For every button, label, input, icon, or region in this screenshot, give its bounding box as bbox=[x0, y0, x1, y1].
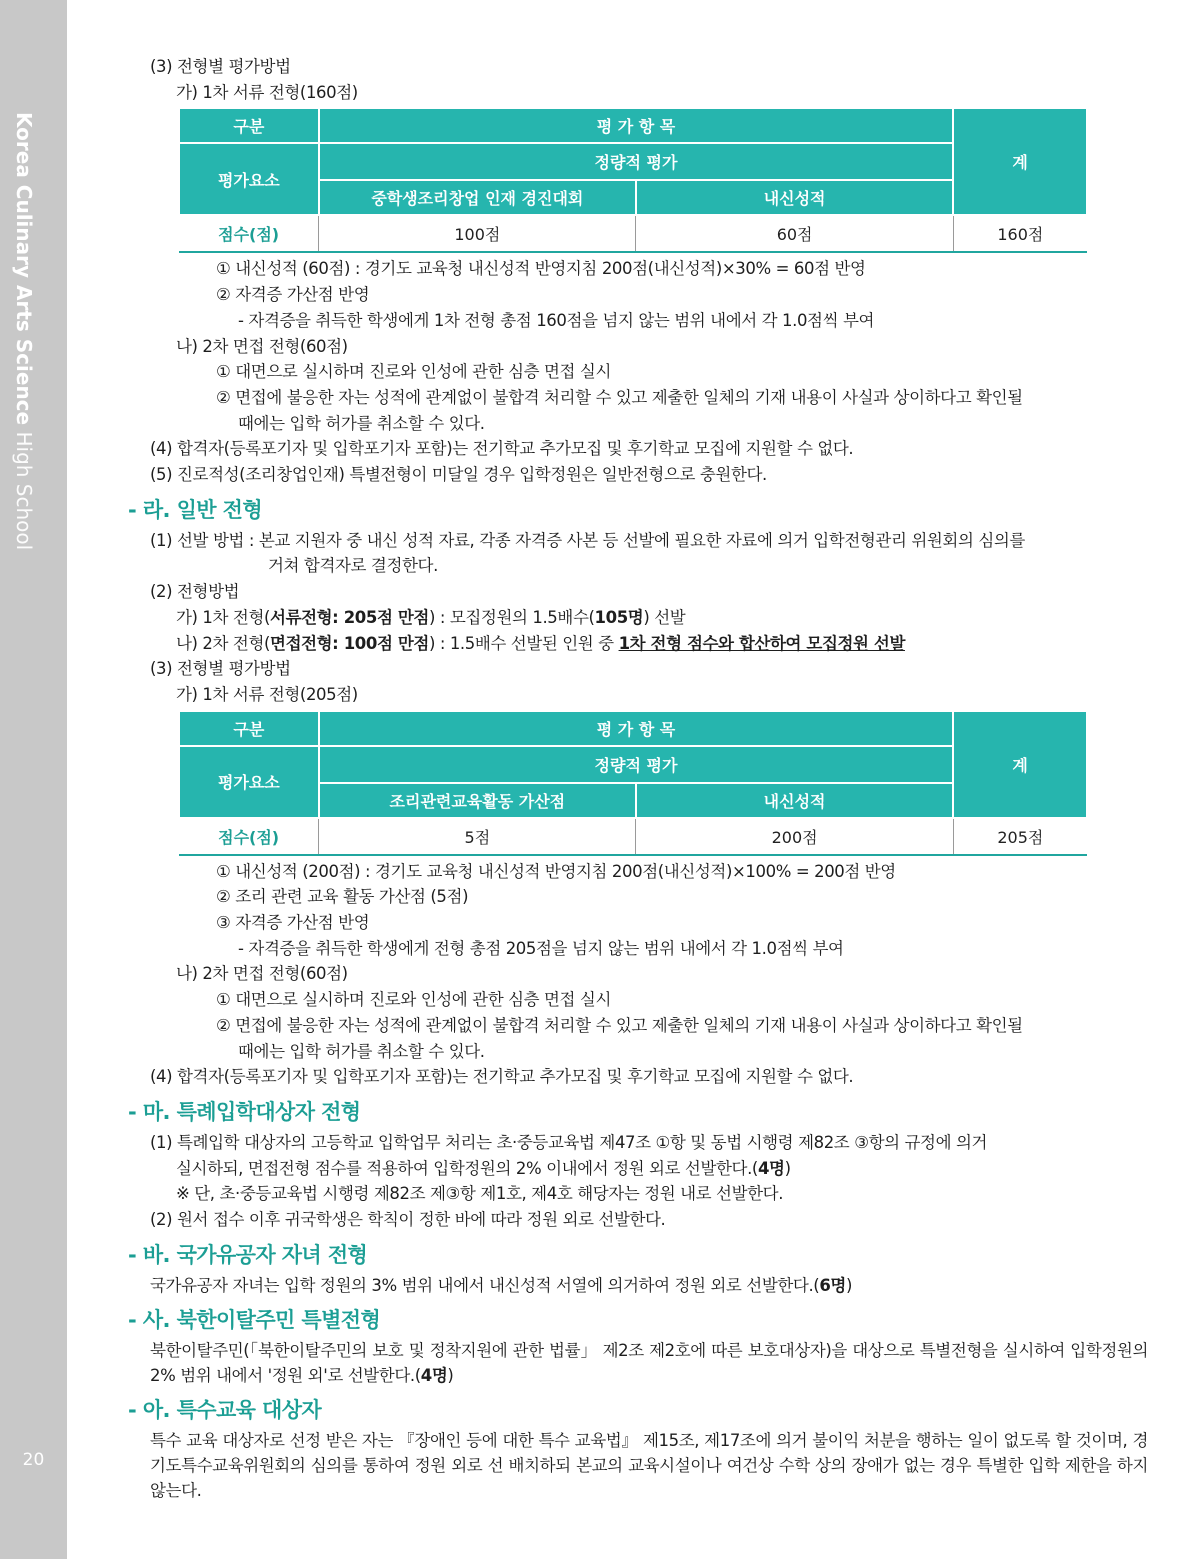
note-item: ① 대면으로 실시하며 진로와 인성에 관한 심층 면접 실시 bbox=[216, 362, 612, 382]
table-header-total: 계 bbox=[953, 712, 1087, 818]
subheading-interview: 나) 2차 면접 전형(60점) bbox=[176, 964, 348, 984]
text-bold: 6명 bbox=[819, 1275, 846, 1295]
subheading-document-screening: 가) 1차 서류 전형(205점) bbox=[176, 684, 358, 704]
note-item: ② 자격증 가산점 반영 bbox=[216, 285, 370, 305]
page-content bbox=[128, 54, 1148, 1503]
table-score-1: 5점 bbox=[319, 818, 636, 855]
text: ) : 1.5배수 선발된 인원 중 bbox=[428, 633, 619, 653]
rule-item: (2) 원서 접수 이후 귀국학생은 학칙이 정한 바에 따라 정원 외로 선발한다. bbox=[150, 1210, 666, 1230]
note-item: 때에는 입학 허가를 취소할 수 있다. bbox=[238, 1041, 485, 1061]
text: 북한이탈주민(「북한이탈주민의 보호 및 정착지원에 관한 법률」 제2조 제2호에 따른 보호대상자)을 대상으로 특별전형을 실시하여 입학정원의 2% 범위 내에서 '정원 외'로 선발한다.( bbox=[150, 1340, 1148, 1385]
text: ) bbox=[447, 1365, 454, 1385]
note-item: - 자격증을 취득한 학생에게 전형 총점 205점을 넘지 않는 범위 내에서 각 1.0점씩 부여 bbox=[238, 938, 844, 958]
section-title-special-admission: - 마. 특례입학대상자 전형 bbox=[128, 1099, 361, 1124]
table-score-total: 205점 bbox=[953, 818, 1087, 855]
rule-note: ※ 단, 초·중등교육법 시행령 제82조 제③항 제1호, 제4호 해당자는 정원 내로 선발한다. bbox=[176, 1184, 784, 1204]
table-header-element: 평가요소 bbox=[179, 143, 319, 215]
text: 국가유공자 자녀는 입학 정원의 3% 범위 내에서 내신성적 서열에 의거하여 정원 외로 선발한다.( bbox=[150, 1275, 820, 1295]
rule-item: (1) 특례입학 대상자의 고등학교 입학업무 처리는 초·중등교육법 제47조 ①항 및 동법 시행령 제82조 ③항의 규정에 의거 bbox=[150, 1132, 988, 1152]
table-score-label: 점수(점) bbox=[179, 818, 319, 855]
rule-item: (1) 선발 방법 : 본교 지원자 중 내신 성적 자료, 각종 자격증 사본 등 선발에 필요한 자료에 의거 입학전형관리 위원회의 심의를 bbox=[150, 530, 1025, 550]
school-name-bold: Korea Culinary Arts Science bbox=[12, 112, 36, 426]
table-header-gubun: 구분 bbox=[179, 712, 319, 746]
section-title-north-korean-defectors: - 사. 북한이탈주민 특별전형 bbox=[128, 1307, 381, 1332]
text-underlined: 1차 전형 점수와 합산하여 모집정원 선발 bbox=[618, 633, 905, 653]
rule-item: (5) 진로적성(조리창업인재) 특별전형이 미달일 경우 입학정원은 일반전형으로 충원한다. bbox=[150, 465, 767, 485]
table-header-col2: 내신성적 bbox=[636, 783, 953, 818]
note-item: ② 조리 관련 교육 활동 가산점 (5점) bbox=[216, 887, 469, 907]
note-item: ① 대면으로 실시하며 진로와 인성에 관한 심층 면접 실시 bbox=[216, 990, 612, 1010]
rule-item: (2) 전형방법 bbox=[150, 582, 240, 602]
text-bold: 면접전형: 100점 만점 bbox=[270, 633, 429, 653]
text: 가) 1차 전형( bbox=[176, 607, 271, 627]
table-score-2: 200점 bbox=[636, 818, 953, 855]
text: ) 선발 bbox=[643, 607, 686, 627]
table-header-quantitative: 정량적 평가 bbox=[319, 746, 954, 783]
section-paragraph bbox=[128, 1338, 1148, 1388]
sidebar bbox=[0, 0, 67, 1559]
subheading-document-screening: 가) 1차 서류 전형(160점) bbox=[176, 82, 358, 102]
evaluation-table-1 bbox=[178, 109, 1088, 253]
note-item: ② 면접에 불응한 자는 성적에 관계없이 불합격 처리할 수 있고 제출한 일체의 기재 내용이 사실과 상이하다고 확인될 bbox=[216, 387, 1023, 407]
table-header-col2: 내신성적 bbox=[636, 180, 953, 215]
rule-item bbox=[128, 605, 1148, 631]
note-item: ① 내신성적 (60점) : 경기도 교육청 내신성적 반영지침 200점(내신성적)×30% = 60점 반영 bbox=[216, 259, 866, 279]
rule-item-cont: 거쳐 합격자로 결정한다. bbox=[268, 556, 438, 576]
text: 나) 2차 전형( bbox=[176, 633, 271, 653]
table-score-1: 100점 bbox=[319, 215, 636, 252]
page-number: 20 bbox=[22, 1450, 45, 1470]
table-header-col1: 조리관련교육활동 가산점 bbox=[319, 783, 636, 818]
rule-item: (4) 합격자(등록포기자 및 입학포기자 포함)는 전기학교 추가모집 및 후기학교 모집에 지원할 수 없다. bbox=[150, 439, 854, 459]
section-paragraph: 특수 교육 대상자로 선정 받은 자는 『장애인 등에 대한 특수 교육법』 제15조, 제17조에 의거 불이익 처분을 행하는 일이 없도록 할 것이며, 경기도특수교육위원회의 심의를 통하여 정원 외로 선 배치하되 본교의 교육시설이나 여건상 수학 상의 장애가 없는 경우 특별한 입학 제한을 하지 않는다. bbox=[150, 1430, 1148, 1500]
text-bold: 105명 bbox=[594, 607, 644, 627]
table-header-items: 평 가 항 목 bbox=[319, 712, 954, 746]
section-title-special-education: - 아. 특수교육 대상자 bbox=[128, 1397, 322, 1422]
note-item: ① 내신성적 (200점) : 경기도 교육청 내신성적 반영지침 200점(내신성적)×100% = 200점 반영 bbox=[216, 861, 896, 881]
section-paragraph bbox=[128, 1273, 1148, 1298]
text: 실시하되, 면접전형 점수를 적용하여 입학정원의 2% 이내에서 정원 외로 선발한다.( bbox=[176, 1158, 758, 1178]
text: ) bbox=[845, 1275, 853, 1295]
note-item: ③ 자격증 가산점 반영 bbox=[216, 913, 370, 933]
table-header-gubun: 구분 bbox=[179, 109, 319, 143]
table-header-element: 평가요소 bbox=[179, 746, 319, 818]
table-score-2: 60점 bbox=[636, 215, 953, 252]
text: ) : 모집정원의 1.5배수( bbox=[428, 607, 595, 627]
heading-evaluation-method: (3) 전형별 평가방법 bbox=[150, 57, 291, 76]
text-bold: 4명 bbox=[420, 1365, 448, 1385]
evaluation-table-2 bbox=[178, 712, 1088, 856]
table-header-items: 평 가 항 목 bbox=[319, 109, 954, 143]
note-item: - 자격증을 취득한 학생에게 1차 전형 총점 160점을 넘지 않는 범위 내에서 각 1.0점씩 부여 bbox=[238, 310, 875, 330]
rule-item: (4) 합격자(등록포기자 및 입학포기자 포함)는 전기학교 추가모집 및 후기학교 모집에 지원할 수 없다. bbox=[150, 1067, 854, 1087]
text-bold: 4명 bbox=[757, 1158, 785, 1178]
section-title-veterans-children: - 바. 국가유공자 자녀 전형 bbox=[128, 1242, 368, 1267]
rule-item bbox=[128, 631, 1148, 657]
note-item: ② 면접에 불응한 자는 성적에 관계없이 불합격 처리할 수 있고 제출한 일체의 기재 내용이 사실과 상이하다고 확인될 bbox=[216, 1015, 1023, 1035]
rule-item-cont bbox=[128, 1156, 1148, 1182]
table-score-total: 160점 bbox=[953, 215, 1087, 252]
table-header-total: 계 bbox=[953, 109, 1087, 215]
note-item: 때에는 입학 허가를 취소할 수 있다. bbox=[238, 413, 485, 433]
table-score-label: 점수(점) bbox=[179, 215, 319, 252]
text-bold: 서류전형: 205점 만점 bbox=[270, 607, 429, 627]
rule-item: (3) 전형별 평가방법 bbox=[150, 659, 291, 679]
table-header-col1: 중학생조리창업 인재 경진대회 bbox=[319, 180, 636, 215]
text: ) bbox=[784, 1158, 791, 1178]
school-name-light: High School bbox=[12, 425, 36, 551]
section-title-general: - 라. 일반 전형 bbox=[128, 497, 263, 522]
subheading-interview: 나) 2차 면접 전형(60점) bbox=[176, 336, 348, 356]
school-name-vertical bbox=[14, 112, 34, 550]
table-header-quantitative: 정량적 평가 bbox=[319, 143, 954, 180]
